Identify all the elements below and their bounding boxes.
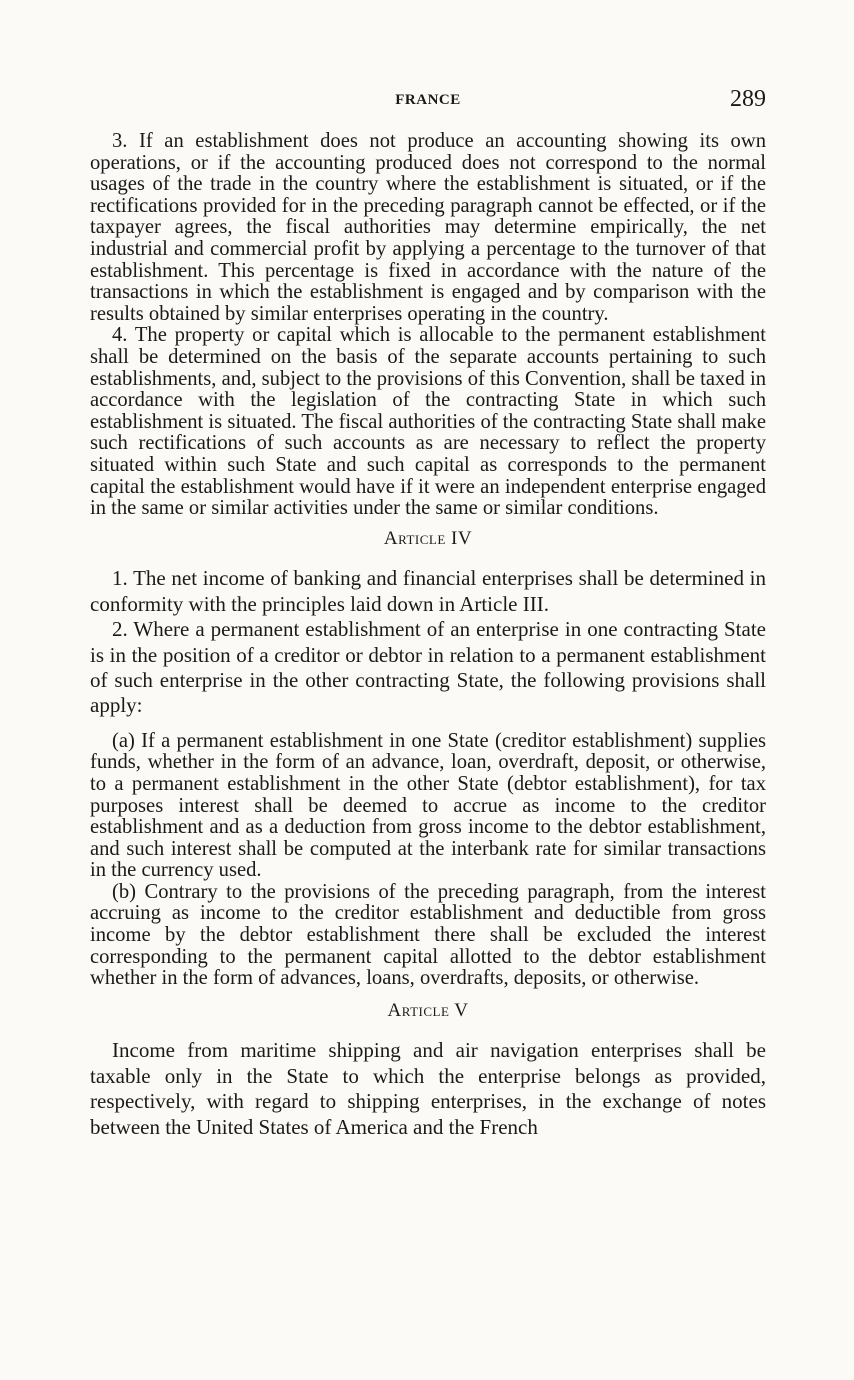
article-iv-paragraph-1: 1. The net income of banking and financial enterprises shall be determined in conformity with the principles laid down in Article III.: [90, 566, 766, 616]
page-header: [90, 86, 766, 116]
article-iv-subparagraph-b: (b) Contrary to the provisions of the preceding paragraph, from the interest accruing as income to the creditor establishment and deductible from gross income by the debtor establishment there shall be excluded the interest corresponding to the permanent capital allotted to the debtor establishment whether in the form of advances, loans, overdrafts, deposits, or otherwise.: [90, 880, 766, 990]
article-v-paragraph-1: Income from maritime shipping and air navigation enterprises shall be taxable only in the State to which the enterprise belongs as provided, respectively, with regard to shipping enterprises, in the exchange of notes between the United States of America and the French: [90, 1038, 766, 1139]
article-iv-subparagraph-a: (a) If a permanent establishment in one State (creditor establishment) supplies funds, whether in the form of an advance, loan, overdraft, deposit, or otherwise, to a permanent establishment in the other State (debtor establishment), for tax purposes interest shall be deemed to accrue as income to the creditor establishment and as a deduction from gross income to the debtor establishment, and such interest shall be computed at the interbank rate for similar transactions in the currency used.: [90, 729, 766, 882]
article-iv-heading: Article IV: [383, 527, 473, 549]
paragraph-4: 4. The property or capital which is allocable to the permanent establishment shall be determined on the basis of the separate accounts pertaining to such establishments, and, subject to the provisions of this Convention, shall be taxed in accordance with the legislation of the contracting State in which such establishment is situated. The fiscal authorities of the contracting State shall make such rectifications of such accounts as are necessary to reflect the property situated within such State and such capital as corresponds to the permanent capital the establishment would have if it were an independent enterprise engaged in the same or similar activities under the same or similar conditions.: [90, 324, 766, 520]
article-v-heading: Article V: [387, 999, 469, 1021]
page-body: [90, 131, 766, 1140]
paragraph-3: 3. If an establishment does not produce an accounting showing its own operations, or if the accounting produced does not correspond to the normal usages of the trade in the country where the establishment is situated, or if the rectifications provided for in the preceding paragraph cannot be effected, or if the taxpayer agrees, the fiscal authorities may determine empirically, the net industrial and commercial profit by applying a percentage to the turnover of that establishment. This percentage is fixed in accordance with the nature of the transactions in which the establishment is engaged and by comparison with the results obtained by similar enterprises operating in the country.: [90, 130, 766, 325]
article-iv-paragraph-2: 2. Where a permanent establishment of an enterprise in one contracting State is in the position of a creditor or debtor in relation to a permanent establishment of such enterprise in the other contracting State, the following provisions shall apply:: [90, 617, 766, 718]
spacer: [90, 719, 766, 731]
running-title: FRANCE: [395, 92, 461, 108]
page-number: 289: [730, 86, 766, 112]
